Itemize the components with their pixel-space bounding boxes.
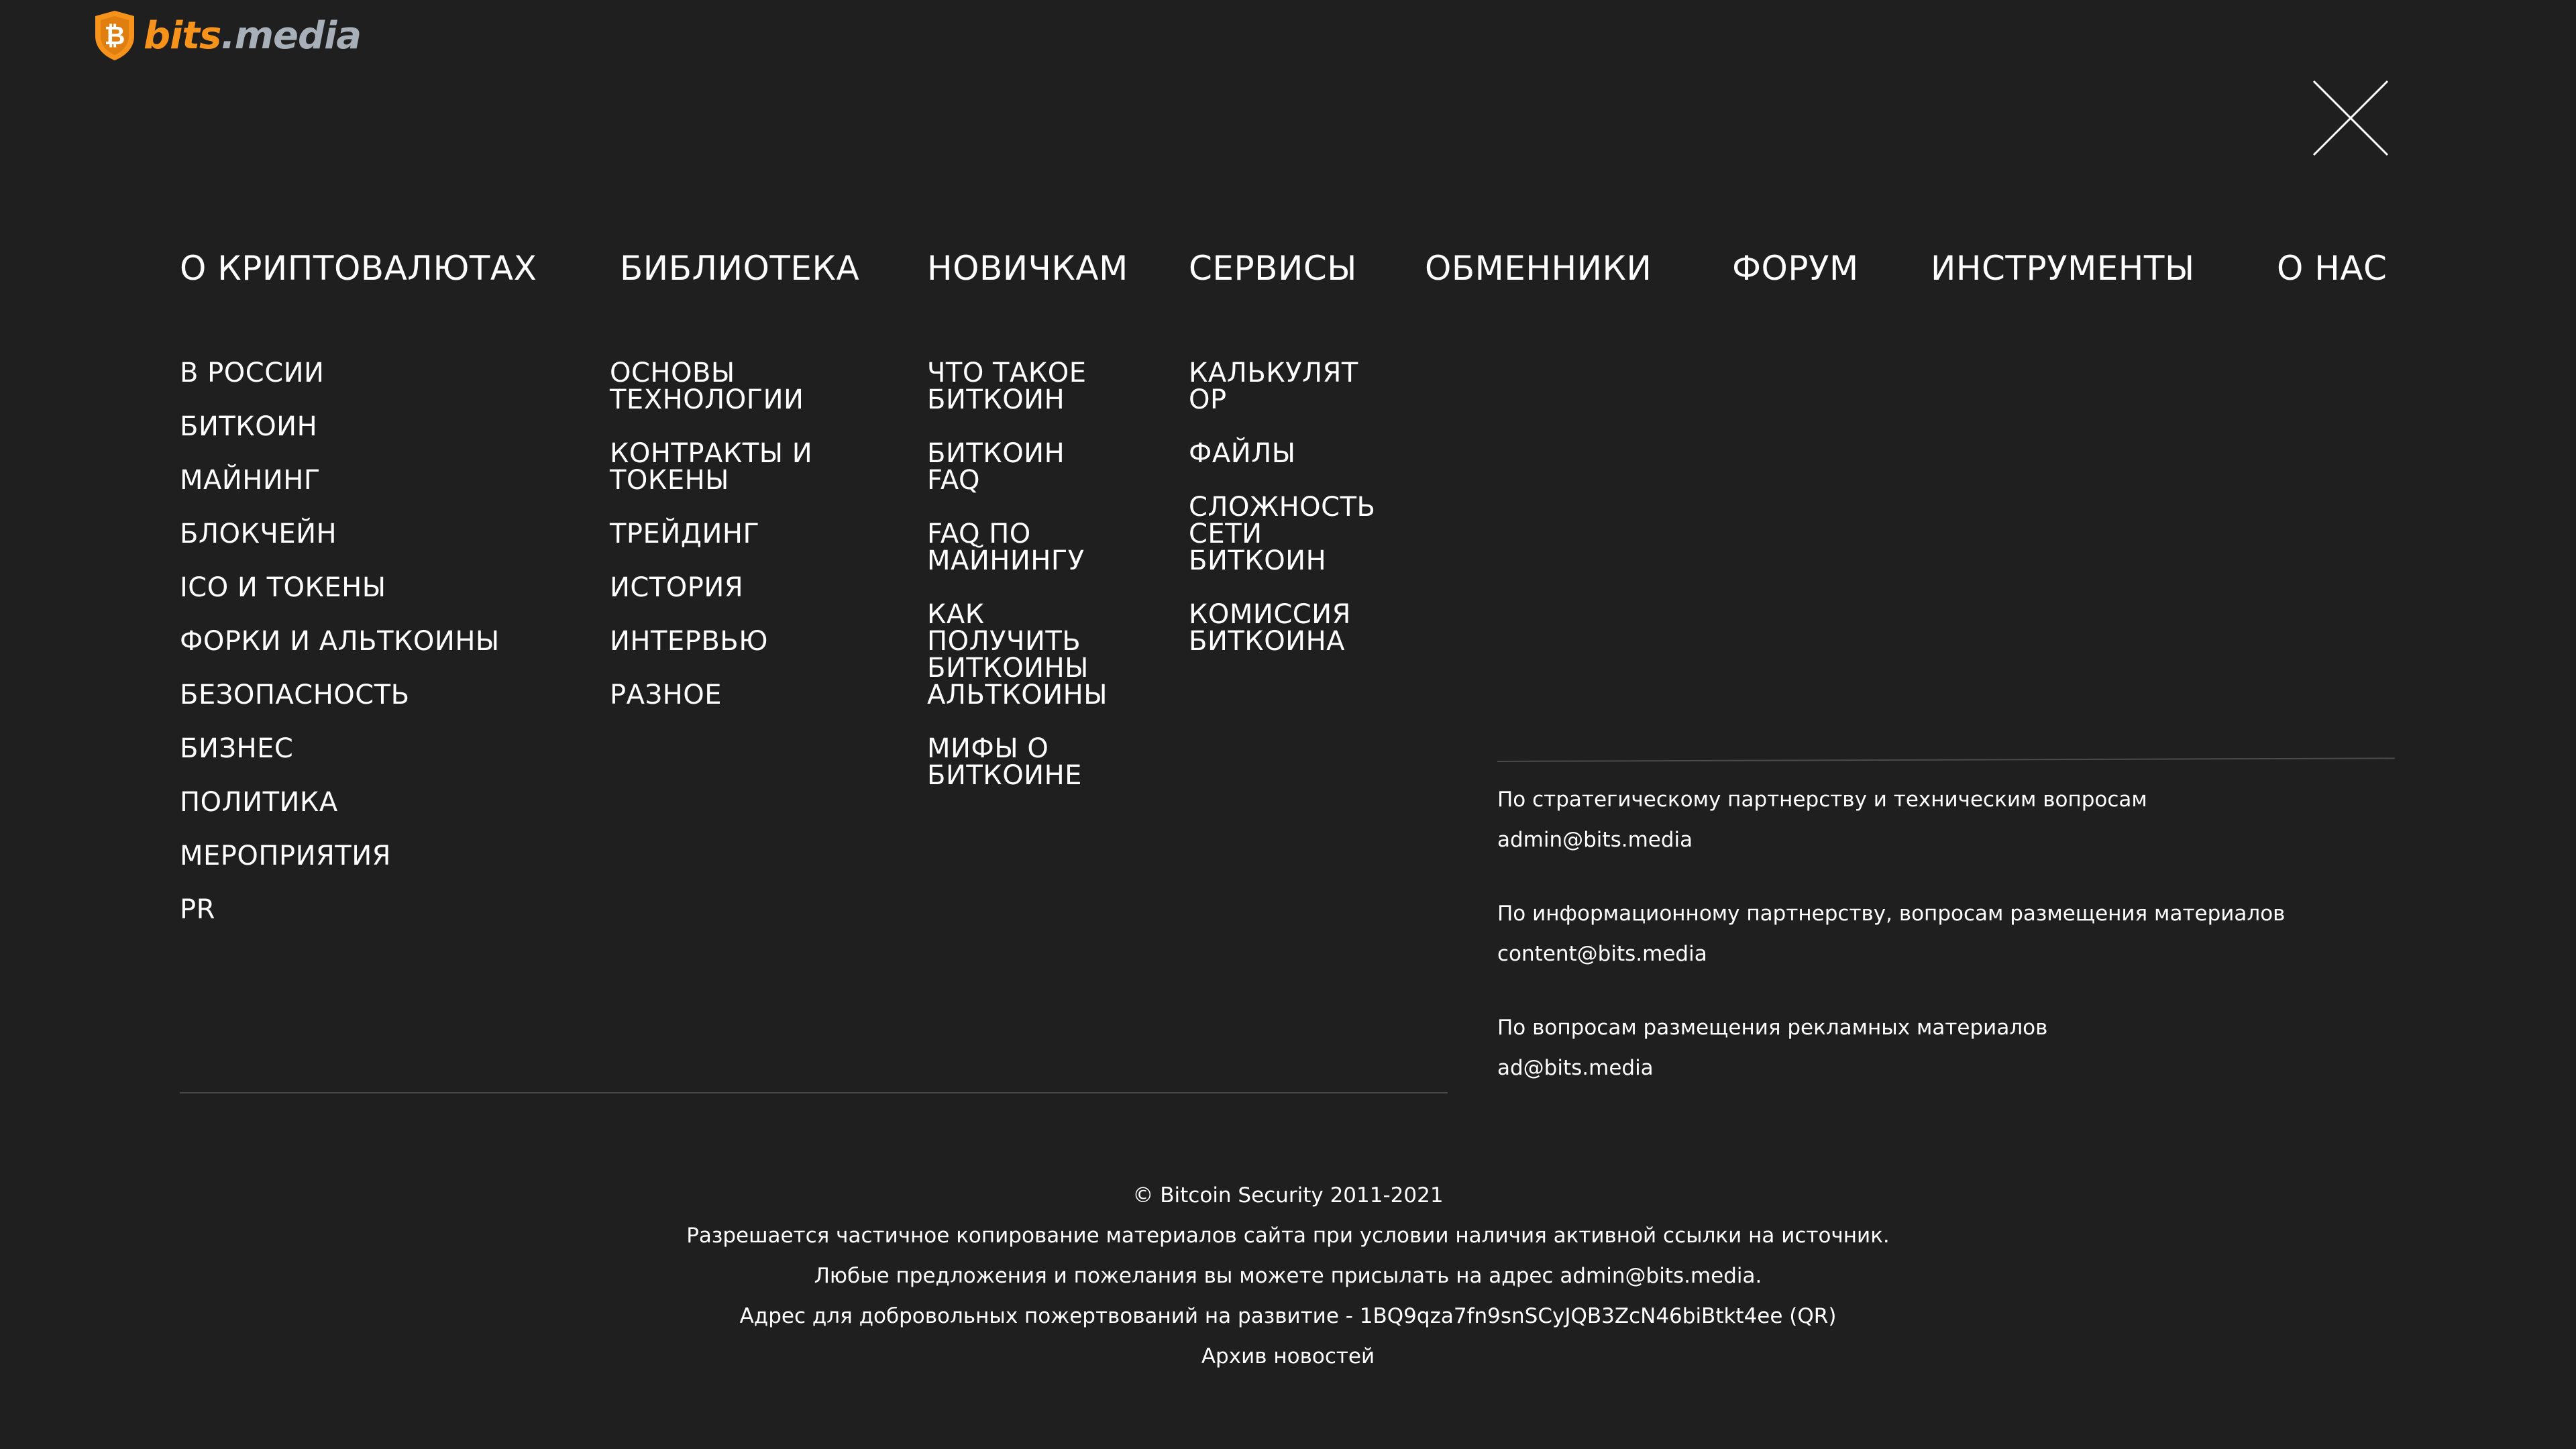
nav-item-about-crypto[interactable]: О КРИПТОВАЛЮТАХ [180,249,537,288]
footer-divider [180,1092,1448,1093]
submenu-beginners [927,360,1169,816]
submenu-item[interactable]: ICO И ТОКЕНЫ [180,572,386,603]
submenu-item[interactable]: СЛОЖНОСТЬ СЕТИ БИТКОИН [1189,492,1376,576]
nav-item-library[interactable]: БИБЛИОТЕКА [620,249,860,288]
nav-item-tools[interactable]: ИНСТРУМЕНТЫ [1931,249,2195,288]
submenu-item[interactable]: МЕРОПРИЯТИЯ [180,841,391,871]
contact-label: По стратегическому партнерству и техническим вопросам [1497,788,2147,812]
submenu-item[interactable]: PR [180,894,215,925]
submenu-item[interactable]: БИТКОИН [180,411,318,442]
nav-item-beginners[interactable]: НОВИЧКАМ [927,249,1128,288]
contact-block [1497,894,2396,974]
submenu-about-crypto [180,360,582,950]
contact-email-link[interactable]: content@bits.media [1497,942,1707,966]
close-button[interactable] [2312,79,2390,157]
submenu-item[interactable]: БИТКОИН FAQ [927,438,1065,496]
nav-item-forum[interactable]: ФОРУМ [1732,249,1859,288]
submenu-item[interactable]: БЛОКЧЕЙН [180,519,337,549]
submenu-item[interactable]: FAQ ПО МАЙНИНГУ [927,519,1085,576]
submenu-library [610,360,892,735]
nav-item-about-us[interactable]: О НАС [2277,249,2387,288]
submenu-item[interactable]: КОМИССИЯ БИТКОИНА [1189,599,1351,657]
submenu-item[interactable]: РАЗНОЕ [610,680,722,710]
submenu-item[interactable]: ТРЕЙДИНГ [610,519,760,549]
footer-copyright: © Bitcoin Security 2011-2021 [1132,1183,1444,1208]
submenu-item[interactable]: МАЙНИНГ [180,465,321,496]
submenu-item[interactable]: КОНТРАКТЫ И ТОКЕНЫ [610,438,813,496]
submenu-item[interactable]: МИФЫ О БИТКОИНЕ [927,733,1082,791]
contact-block [1497,1008,2396,1088]
footer [0,1175,2576,1377]
contacts-section [1497,780,2396,1122]
submenu-item[interactable]: ИНТЕРВЬЮ [610,626,768,657]
contact-label: По информационному партнерству, вопросам размещения материалов [1497,902,2286,926]
footer-copy-notice: Разрешается частичное копирование материалов сайта при условии наличия активной ссылки на источник. [686,1224,1890,1248]
submenu-item[interactable]: БЕЗОПАСНОСТЬ [180,680,410,710]
submenu-item[interactable]: КАЛЬКУЛЯТ ОР [1189,358,1358,415]
submenu-item[interactable]: ОСНОВЫ ТЕХНОЛОГИИ [610,358,804,415]
nav-item-exchangers[interactable]: ОБМЕННИКИ [1425,249,1652,288]
site-logo[interactable] [93,7,361,64]
logo-bits-text: bits [144,13,221,58]
contacts-divider [1497,757,2395,762]
submenu-item[interactable]: КАК ПОЛУЧИТЬ БИТКОИНЫ АЛЬТКОИНЫ [927,599,1108,710]
submenu-item[interactable]: ФАЙЛЫ [1189,438,1296,469]
submenu-item[interactable]: ФОРКИ И АЛЬТКОИНЫ [180,626,500,657]
submenu-item[interactable]: ИСТОРИЯ [610,572,744,603]
submenu-services [1189,360,1430,682]
footer-donation-link[interactable]: Адрес для добровольных пожертвований на развитие - 1BQ9qza7fn9snSCyJQB3ZcN46biBtkt4ee (QR) [739,1304,1837,1328]
main-nav [0,245,2576,292]
submenu-item[interactable]: В РОССИИ [180,358,325,388]
contact-email-link[interactable]: ad@bits.media [1497,1056,1654,1080]
close-icon [2312,79,2390,157]
submenu-item[interactable]: ЧТО ТАКОЕ БИТКОИН [927,358,1087,415]
submenu-item[interactable]: БИЗНЕС [180,733,294,764]
submenu-item[interactable]: ПОЛИТИКА [180,787,338,818]
contact-email-link[interactable]: admin@bits.media [1497,828,1693,852]
bitcoin-shield-icon [93,9,137,62]
contact-block [1497,780,2396,860]
contact-label: По вопросам размещения рекламных материалов [1497,1016,2048,1040]
logo-wordmark [144,14,361,58]
nav-item-services[interactable]: СЕРВИСЫ [1189,249,1357,288]
footer-archive-link[interactable]: Архив новостей [1201,1344,1375,1368]
footer-suggestions: Любые предложения и пожелания вы можете присылать на адрес admin@bits.media. [814,1264,1762,1288]
logo-media-text: .media [221,13,362,58]
svg-text:₿: ₿ [104,21,125,50]
